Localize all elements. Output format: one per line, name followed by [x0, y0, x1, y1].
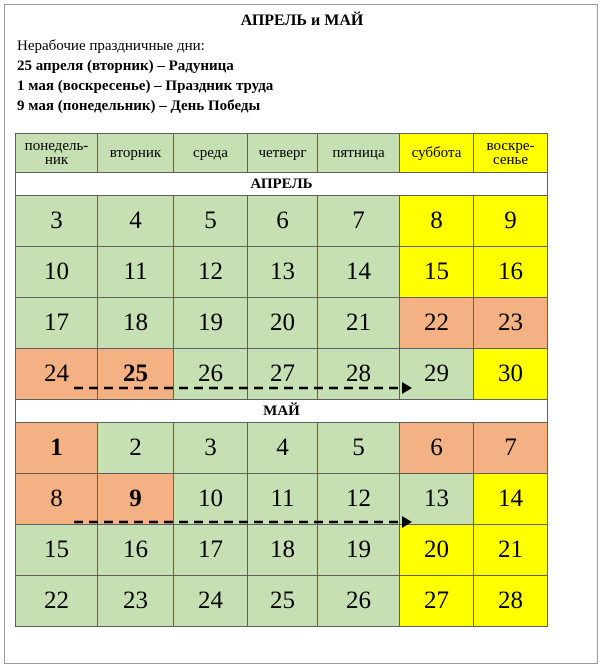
- month-row: [16, 400, 548, 423]
- week-row: [16, 423, 548, 474]
- week-row: [16, 576, 548, 627]
- day-cell: 21: [474, 525, 548, 576]
- day-cell: 10: [174, 474, 248, 525]
- day-cell: 17: [16, 298, 98, 349]
- day-cell: 22: [16, 576, 98, 627]
- weekday-header: пятница: [318, 134, 400, 173]
- calendar-table: [15, 133, 548, 627]
- week-row: [16, 525, 548, 576]
- transfer-arrow-may: [72, 515, 412, 529]
- day-cell: 11: [98, 247, 174, 298]
- day-cell: 25: [98, 349, 174, 400]
- holiday-line-2: 1 мая (воскресенье) – Праздник труда: [17, 78, 274, 94]
- day-cell: 8: [16, 474, 98, 525]
- page-title: АПРЕЛЬ и МАЙ: [240, 12, 364, 29]
- day-cell: 30: [474, 349, 548, 400]
- day-cell: 9: [474, 196, 548, 247]
- holiday-line-3: 9 мая (понедельник) – День Победы: [17, 98, 261, 114]
- day-cell: 27: [400, 576, 474, 627]
- day-cell: 15: [400, 247, 474, 298]
- day-cell: 20: [400, 525, 474, 576]
- day-cell: 6: [248, 196, 318, 247]
- day-cell: 29: [400, 349, 474, 400]
- day-cell: 13: [248, 247, 318, 298]
- day-cell: 28: [318, 349, 400, 400]
- day-cell: 21: [318, 298, 400, 349]
- week-row: [16, 298, 548, 349]
- day-cell: 18: [248, 525, 318, 576]
- transfer-arrow-april: [72, 381, 412, 395]
- weekday-header: суббота: [400, 134, 474, 173]
- day-cell: 24: [16, 349, 98, 400]
- day-cell: 16: [98, 525, 174, 576]
- day-cell: 11: [248, 474, 318, 525]
- day-cell: 19: [174, 298, 248, 349]
- day-cell: 3: [16, 196, 98, 247]
- weekday-header: четверг: [248, 134, 318, 173]
- day-cell: 23: [474, 298, 548, 349]
- weekday-header: среда: [174, 134, 248, 173]
- day-cell: 5: [318, 423, 400, 474]
- week-row: [16, 196, 548, 247]
- day-cell: 20: [248, 298, 318, 349]
- day-cell: 10: [16, 247, 98, 298]
- month-row: [16, 173, 548, 196]
- day-cell: 22: [400, 298, 474, 349]
- day-cell: 23: [98, 576, 174, 627]
- month-label: МАЙ: [16, 400, 548, 423]
- day-cell: 2: [98, 423, 174, 474]
- week-row: [16, 247, 548, 298]
- day-cell: 27: [248, 349, 318, 400]
- day-cell: 16: [474, 247, 548, 298]
- day-cell: 26: [174, 349, 248, 400]
- day-cell: 24: [174, 576, 248, 627]
- weekday-header: вторник: [98, 134, 174, 173]
- day-cell: 19: [318, 525, 400, 576]
- month-label: АПРЕЛЬ: [16, 173, 548, 196]
- day-cell: 4: [98, 196, 174, 247]
- day-cell: 12: [174, 247, 248, 298]
- day-cell: 17: [174, 525, 248, 576]
- day-cell: 18: [98, 298, 174, 349]
- day-cell: 14: [474, 474, 548, 525]
- day-cell: 6: [400, 423, 474, 474]
- day-cell: 28: [474, 576, 548, 627]
- day-cell: 13: [400, 474, 474, 525]
- day-cell: 25: [248, 576, 318, 627]
- day-cell: 5: [174, 196, 248, 247]
- holiday-line-1: 25 апреля (вторник) – Радуница: [17, 58, 234, 74]
- day-cell: 3: [174, 423, 248, 474]
- day-cell: 8: [400, 196, 474, 247]
- day-cell: 7: [474, 423, 548, 474]
- holidays-heading: Нерабочие праздничные дни:: [17, 38, 205, 54]
- weekday-header: воскре-сенье: [474, 134, 548, 173]
- day-cell: 4: [248, 423, 318, 474]
- day-cell: 9: [98, 474, 174, 525]
- weekday-header: понедель-ник: [16, 134, 98, 173]
- weekday-header-row: [16, 134, 548, 173]
- day-cell: 7: [318, 196, 400, 247]
- day-cell: 12: [318, 474, 400, 525]
- day-cell: 14: [318, 247, 400, 298]
- day-cell: 26: [318, 576, 400, 627]
- day-cell: 1: [16, 423, 98, 474]
- day-cell: 15: [16, 525, 98, 576]
